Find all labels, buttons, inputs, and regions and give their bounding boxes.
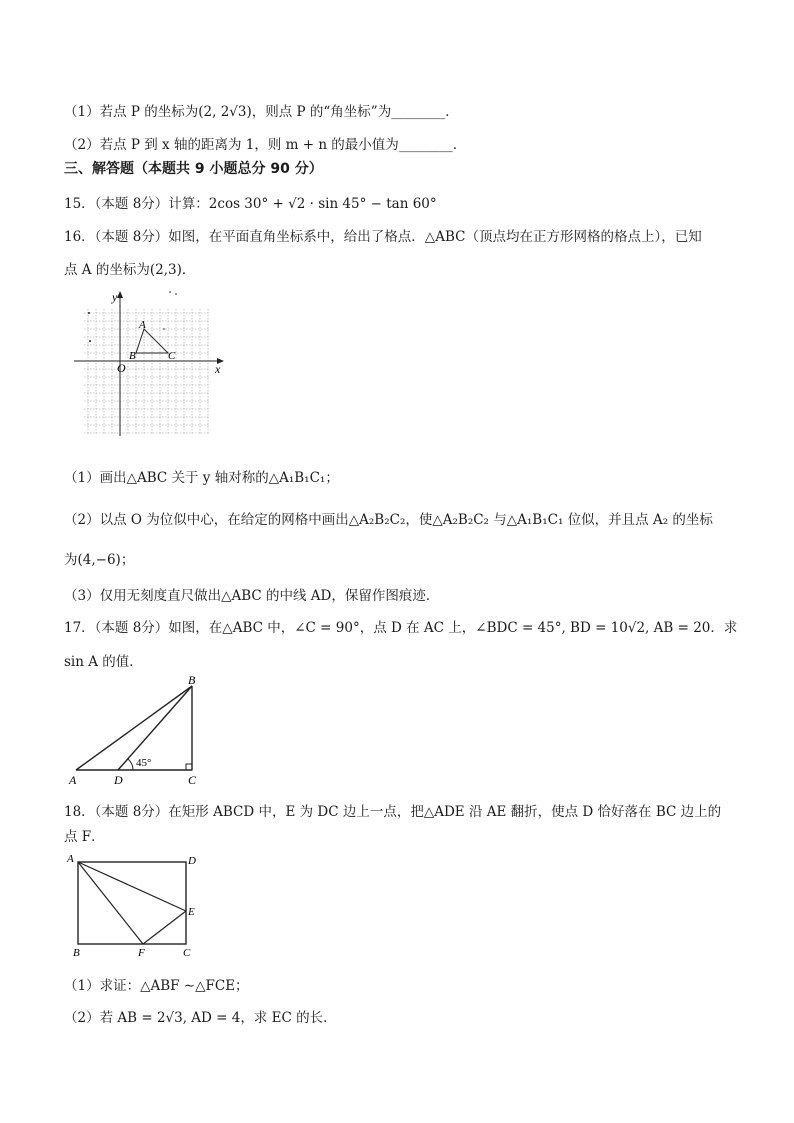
section-heading: 三、解答题（本题共 9 小题总分 90 分） [64, 161, 323, 177]
q17-text-a: 17．（本题 8分）如图，在△ABC 中，∠C = 90°，点 D 在 AC 上，∠BDC = 45°, BD = 10√2, AB = 20．求 [64, 620, 738, 636]
point-a-label: A [139, 319, 146, 331]
point-c-label: C [183, 947, 191, 959]
point-b-label: B [129, 350, 136, 362]
point-c-label: C [188, 773, 197, 787]
point-b-label: B [73, 947, 80, 959]
point-a-label: A [67, 853, 74, 865]
q17-triangle-figure [66, 672, 216, 790]
point-f-label: F [138, 947, 145, 959]
angle-45-label: 45° [136, 757, 152, 769]
point-a-label: A [69, 773, 77, 787]
y-label: y [112, 290, 118, 304]
q16-part2-b: 为(4,−6)； [64, 552, 135, 568]
q14-part2: （2）若点 P 到 x 轴的距离为 1，则 m + n 的最小值为________． [64, 137, 467, 153]
q18-rectangle-figure [64, 850, 210, 962]
point-c-label: C [168, 350, 176, 362]
x-label: x [215, 362, 221, 376]
q16-text-a: 16．（本题 8分）如图，在平面直角坐标系中，给出了格点．△ABC（顶点均在正方形网格的格点上），已知 [64, 229, 702, 245]
q16-part3: （3）仅用无刻度直尺做出△ABC 的中线 AD，保留作图痕迹． [64, 588, 440, 604]
q14-part1: （1）若点 P 的坐标为(2, 2√3)，则点 P 的“角坐标”为________． [64, 104, 459, 120]
q16-part1: （1）画出△ABC 关于 y 轴对称的△A₁B₁C₁； [64, 470, 339, 486]
q16-part2-a: （2）以点 O 为位似中心，在给定的网格中画出△A₂B₂C₂，使△A₂B₂C₂ 与△A₁B₁C₁ 位似，并且点 A₂ 的坐标 [64, 512, 713, 528]
point-e-label: E [188, 906, 195, 918]
q18-part2: （2）若 AB = 2√3, AD = 4，求 EC 的长． [64, 1010, 337, 1026]
point-d-label: D [188, 855, 196, 867]
q18-part1: （1）求证：△ABF ∼△FCE； [64, 978, 249, 994]
q15: 15．（本题 8分）计算：2cos 30° + √2 · sin 45° − tan 60° [64, 196, 437, 212]
q18-text-a: 18．（本题 8分）在矩形 ABCD 中，E 为 DC 边上一点，把△ADE 沿 AE 翻折，使点 D 恰好落在 BC 边上的 [64, 804, 722, 820]
q17-text-b: sin A 的值． [64, 654, 143, 670]
q18-text-b: 点 F． [64, 829, 105, 845]
point-d-label: D [114, 773, 123, 787]
origin-label: O [117, 361, 126, 375]
q16-text-b: 点 A 的坐标为(2,3)． [64, 262, 196, 278]
point-b-label: B [188, 673, 196, 687]
q16-grid-figure [72, 284, 232, 438]
